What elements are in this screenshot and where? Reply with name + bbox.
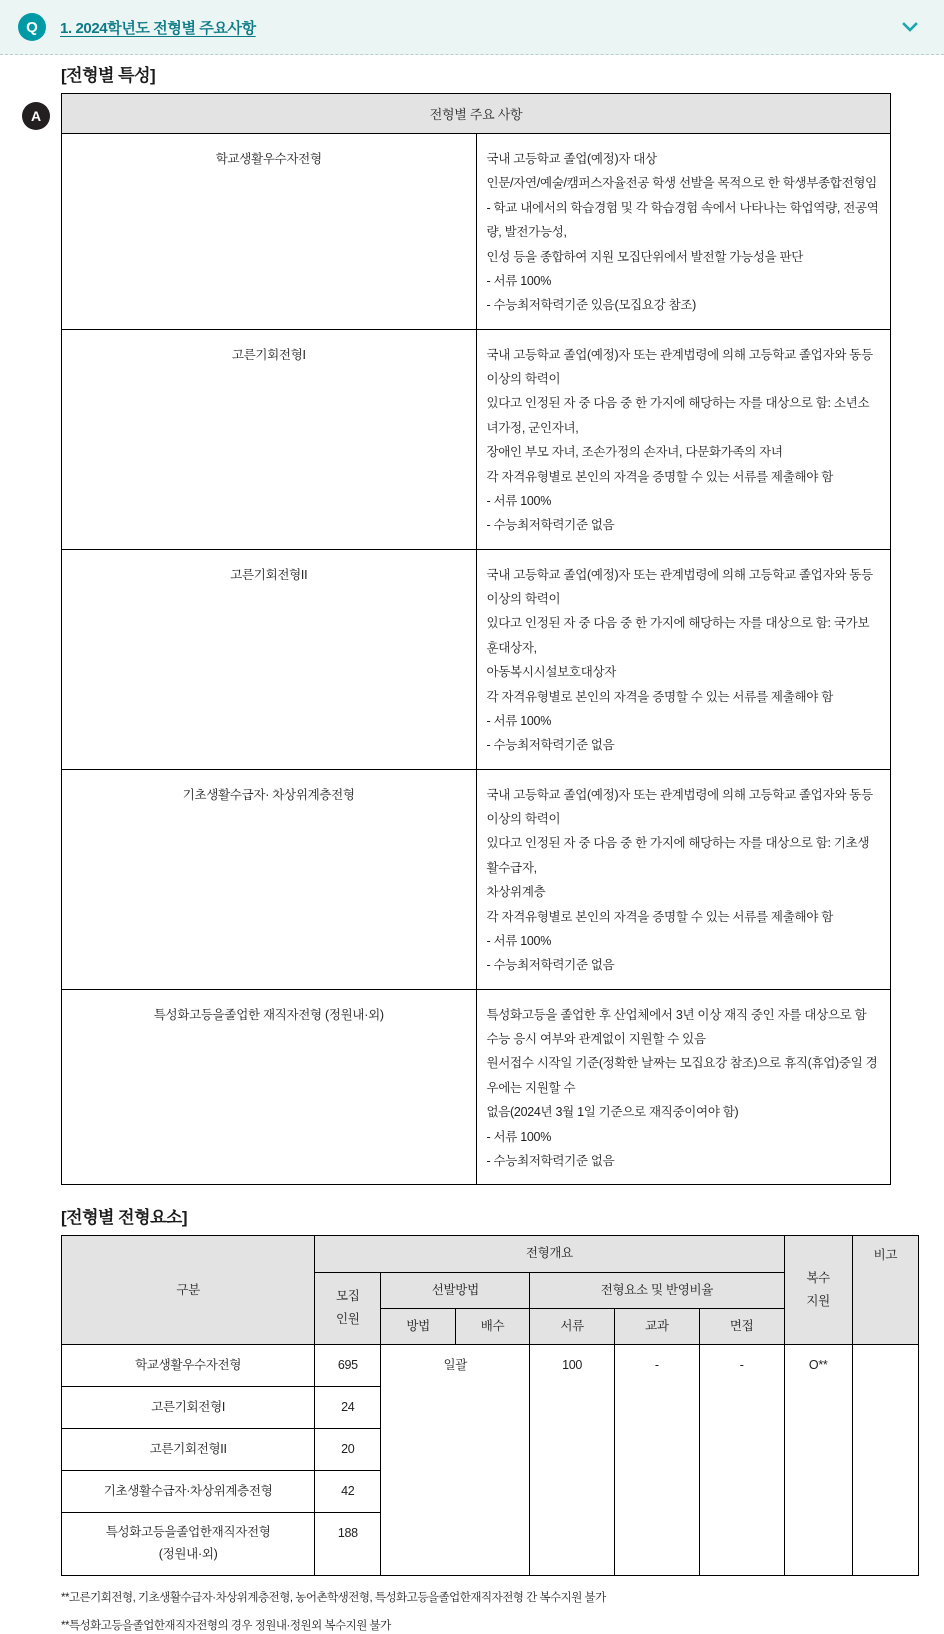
header-quota-line: 인원: [336, 1312, 360, 1327]
desc-line: - 학교 내에서의 학습경험 및 각 학습경험 속에서 나타나는 학업역량, 전공역량, 발전가능성,: [486, 200, 879, 240]
admission-type-name: 고른기회전형II: [62, 1428, 315, 1470]
desc-line: - 수능최저학력기준 없음: [486, 958, 615, 973]
type-name-line: 특성화고등을졸업한재직자전형: [105, 1524, 271, 1539]
header-remark: 비고: [852, 1236, 918, 1344]
section-heading-characteristics: [전형별 특성]: [61, 66, 156, 85]
header-overview: 전형개요: [315, 1236, 784, 1272]
table-row: [62, 769, 891, 989]
answer-content: [0, 55, 944, 1634]
table-header-row: [62, 94, 891, 134]
multi-apply-value: O**: [784, 1344, 852, 1575]
subjects-ratio-value: -: [614, 1344, 699, 1575]
header-multi-apply-line: 지원: [806, 1294, 830, 1309]
quota-value: 24: [315, 1386, 381, 1428]
desc-line: 수능 응시 여부와 관계없이 지원할 수 있음: [486, 1032, 706, 1047]
table-header-row-1: [62, 1236, 919, 1272]
table-row: [62, 329, 891, 549]
table-row: [62, 549, 891, 769]
header-selection-method: 선발방법: [381, 1272, 530, 1308]
desc-line: - 서류 100%: [486, 273, 552, 288]
desc-line: 인성 등을 종합하여 지원 모집단위에서 발전할 가능성을 판단: [486, 249, 804, 264]
type-name-line: (정원내·외): [325, 1007, 384, 1022]
desc-line: 국내 고등학교 졸업(예정)자 또는 관계법령에 의해 고등학교 졸업자와 동등 이상의 학력이: [486, 347, 873, 387]
header-multi-apply: [784, 1236, 852, 1344]
admission-type-name: 학교생활우수자전형: [62, 1344, 315, 1386]
footnote-item: **고른기회전형, 기초생활수급자·차상위계층전형, 농어촌학생전형, 특성화고등을졸업한재직자전형 간 복수지원 불가: [61, 1591, 606, 1604]
quota-value: 42: [315, 1470, 381, 1512]
desc-line: 특성화고등을 졸업한 후 산업체에서 3년 이상 재직 중인 자를 대상으로 함: [486, 1007, 867, 1022]
admission-characteristics-table: [61, 93, 891, 1185]
admission-type-name: [62, 769, 477, 989]
admission-type-description: [476, 329, 891, 549]
quota-value: 188: [315, 1512, 381, 1575]
remark-value: [852, 1344, 918, 1575]
desc-line: - 수능최저학력기준 없음: [486, 518, 615, 533]
question-header-bar[interactable]: [0, 0, 944, 55]
admission-type-description: [476, 134, 891, 330]
quota-value: 20: [315, 1428, 381, 1470]
desc-line: 국내 고등학교 졸업(예정)자 대상: [486, 152, 657, 167]
question-title-link[interactable]: 1. 2024학년도 전형별 주요사항: [60, 19, 256, 37]
desc-line: - 수능최저학력기준 있음(모집요강 참조): [486, 298, 697, 313]
documents-ratio-value: 100: [530, 1344, 615, 1575]
section-heading-elements: [전형별 전형요소]: [61, 1208, 187, 1228]
desc-line: - 수능최저학력기준 없음: [486, 738, 615, 753]
admission-type-description: [476, 549, 891, 769]
desc-line: 각 자격유형별로 본인의 자격을 증명할 수 있는 서류를 제출해야 함: [486, 469, 833, 484]
interview-ratio-value: -: [699, 1344, 784, 1575]
header-quota-line: 모집: [336, 1289, 360, 1304]
admission-type-name: [62, 329, 477, 549]
footnote-item: **특성화고등을졸업한재직자전형의 경우 정원내·정원외 복수지원 불가: [61, 1619, 391, 1632]
table-row: [62, 989, 891, 1185]
desc-line: 있다고 인정된 자 중 다음 중 한 가지에 해당하는 자를 대상으로 함: 기초생활수급자,: [486, 836, 870, 875]
admission-type-name: [62, 989, 477, 1185]
desc-line: 있다고 인정된 자 중 다음 중 한 가지에 해당하는 자를 대상으로 함: 소년소녀가정, 군인자녀,: [486, 396, 870, 435]
desc-line: 있다고 인정된 자 중 다음 중 한 가지에 해당하는 자를 대상으로 함: 국가보훈대상자,: [486, 616, 870, 655]
desc-line: 원서접수 시작일 기준(정확한 날짜는 모집요강 참조)으로 휴직(휴업)중일 경우에는 지원할 수: [486, 1056, 878, 1095]
table-row: [62, 1344, 919, 1386]
admission-type-name: 고른기회전형I: [62, 1386, 315, 1428]
admission-type-name: [62, 134, 477, 330]
header-factors-ratio: 전형요소 및 반영비율: [530, 1272, 784, 1308]
answer-badge: A: [22, 102, 50, 130]
type-name-line: 기초생활수급자·: [182, 787, 270, 802]
admission-type-description: [476, 989, 891, 1185]
desc-line: - 서류 100%: [486, 713, 552, 728]
desc-line: 장애인 부모 자녀, 조손가정의 손자녀, 다문화가족의 자녀: [486, 445, 783, 460]
header-subjects: 교과: [614, 1308, 699, 1344]
admission-type-description: [476, 769, 891, 989]
desc-line: - 서류 100%: [486, 933, 552, 948]
admission-type-name: [62, 1512, 315, 1575]
type-name-line: 재직자전형: [262, 1007, 322, 1022]
desc-line: 각 자격유형별로 본인의 자격을 증명할 수 있는 서류를 제출해야 함: [486, 909, 833, 924]
header-multi-apply-line: 복수: [806, 1271, 830, 1285]
desc-line: 인문/자연/예술/캠퍼스자율전공 학생 선발을 목적으로 한 학생부종합전형임: [486, 176, 877, 191]
footnotes: [61, 1590, 944, 1634]
desc-line: 없음(2024년 3월 1일 기준으로 재직중이여야 함): [486, 1105, 739, 1120]
header-method: 방법: [381, 1308, 455, 1344]
desc-line: 국내 고등학교 졸업(예정)자 또는 관계법령에 의해 고등학교 졸업자와 동등 이상의 학력이: [486, 787, 873, 827]
desc-line: - 수능최저학력기준 없음: [486, 1153, 615, 1168]
admission-type-name: [62, 549, 477, 769]
type-name-line: 특성화고등을졸업한: [153, 1007, 260, 1022]
type-name-line: (정원내·외): [158, 1546, 218, 1561]
quota-value: 695: [315, 1344, 381, 1386]
type-name-line: 고른기회전형I: [231, 347, 306, 362]
header-multiple: 배수: [455, 1308, 529, 1344]
chevron-down-icon[interactable]: [898, 15, 922, 39]
admission-elements-table: [61, 1235, 919, 1575]
header-documents: 서류: [530, 1308, 615, 1344]
desc-line: 국내 고등학교 졸업(예정)자 또는 관계법령에 의해 고등학교 졸업자와 동등 이상의 학력이: [486, 567, 873, 607]
desc-line: 각 자격유형별로 본인의 자격을 증명할 수 있는 서류를 제출해야 함: [486, 689, 833, 704]
desc-line: 차상위계층: [486, 885, 546, 900]
header-interview: 면접: [699, 1308, 784, 1344]
selection-method-value: 일괄: [381, 1344, 530, 1575]
question-badge: Q: [18, 13, 46, 41]
admission-type-name: 기초생활수급자·차상위계층전형: [62, 1470, 315, 1512]
desc-line: - 서류 100%: [486, 493, 552, 508]
desc-line: 아동복시시설보호대상자: [486, 665, 617, 680]
type-name-line: 고른기회전형II: [230, 567, 308, 582]
table-row: [62, 134, 891, 330]
type-name-line: 차상위계층전형: [272, 787, 355, 802]
header-gubun: 구분: [62, 1236, 315, 1344]
desc-line: - 서류 100%: [486, 1129, 552, 1144]
header-quota: [315, 1272, 381, 1344]
type-name-line: 학교생활우수자전형: [215, 152, 322, 167]
table-title-cell: 전형별 주요 사항: [62, 94, 891, 134]
